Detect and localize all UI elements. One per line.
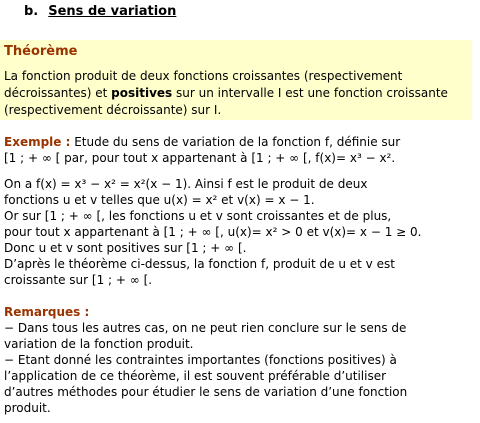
section-letter: b. xyxy=(24,4,39,19)
remarks-line: l’application de ce théorème, il est souvent préférable d’utiliser xyxy=(4,369,387,383)
theorem-text-part2: sur un intervalle I est une fonction croissante (respectivement décroissante) sur I. xyxy=(4,86,448,117)
theorem-title: Théorème xyxy=(4,44,78,59)
remarks-line: d’autres méthodes pour étudier le sens de variation d’une fonction xyxy=(4,385,408,399)
analysis-line: fonctions u et v telles que u(x) = x² et v(x) = x − 1. xyxy=(4,193,315,207)
section-heading xyxy=(24,4,176,19)
analysis-line: croissante sur [1 ; + ∞ [. xyxy=(4,273,153,287)
remarks-line: − Etant donné les contraintes importantes (fonctions positives) à xyxy=(4,353,397,367)
remarks-line: produit. xyxy=(4,401,51,415)
example-line-2: [1 ; + ∞ [ par, pour tout x appartenant à [1 ; + ∞ [, f(x)= x³ − x². xyxy=(4,151,396,165)
example-block xyxy=(4,134,474,166)
analysis-line: pour tout x appartenant à [1 ; + ∞ [, u(x)= x² > 0 et v(x)= x − 1 ≥ 0. xyxy=(4,225,422,239)
analysis-block xyxy=(4,176,474,288)
theorem-text-part1: La fonction produit de deux fonctions croissantes (respectivement décroissantes) et xyxy=(4,69,403,100)
remarks-block xyxy=(4,304,474,416)
analysis-line: D’après le théorème ci-dessus, la fonction f, produit de u et v est xyxy=(4,257,395,271)
example-label: Exemple : xyxy=(4,135,71,149)
remarks-line: − Dans tous les autres cas, on ne peut rien conclure sur le sens de xyxy=(4,321,407,335)
example-line-1 xyxy=(4,134,474,150)
analysis-line: Or sur [1 ; + ∞ [, les fonctions u et v sont croissantes et de plus, xyxy=(4,209,392,223)
section-title: Sens de variation xyxy=(48,4,177,19)
theorem-text-bold: positives xyxy=(111,86,173,100)
theorem-text xyxy=(4,68,468,119)
theorem-box xyxy=(0,40,472,120)
analysis-line: On a f(x) = x³ − x² = x²(x − 1). Ainsi f est le produit de deux xyxy=(4,177,368,191)
remarks-title: Remarques : xyxy=(4,305,90,319)
analysis-line: Donc u et v sont positives sur [1 ; + ∞ [. xyxy=(4,241,247,255)
remarks-line: variation de la fonction produit. xyxy=(4,337,194,351)
example-line-1-text: Etude du sens de variation de la fonction f, définie sur xyxy=(70,135,401,149)
